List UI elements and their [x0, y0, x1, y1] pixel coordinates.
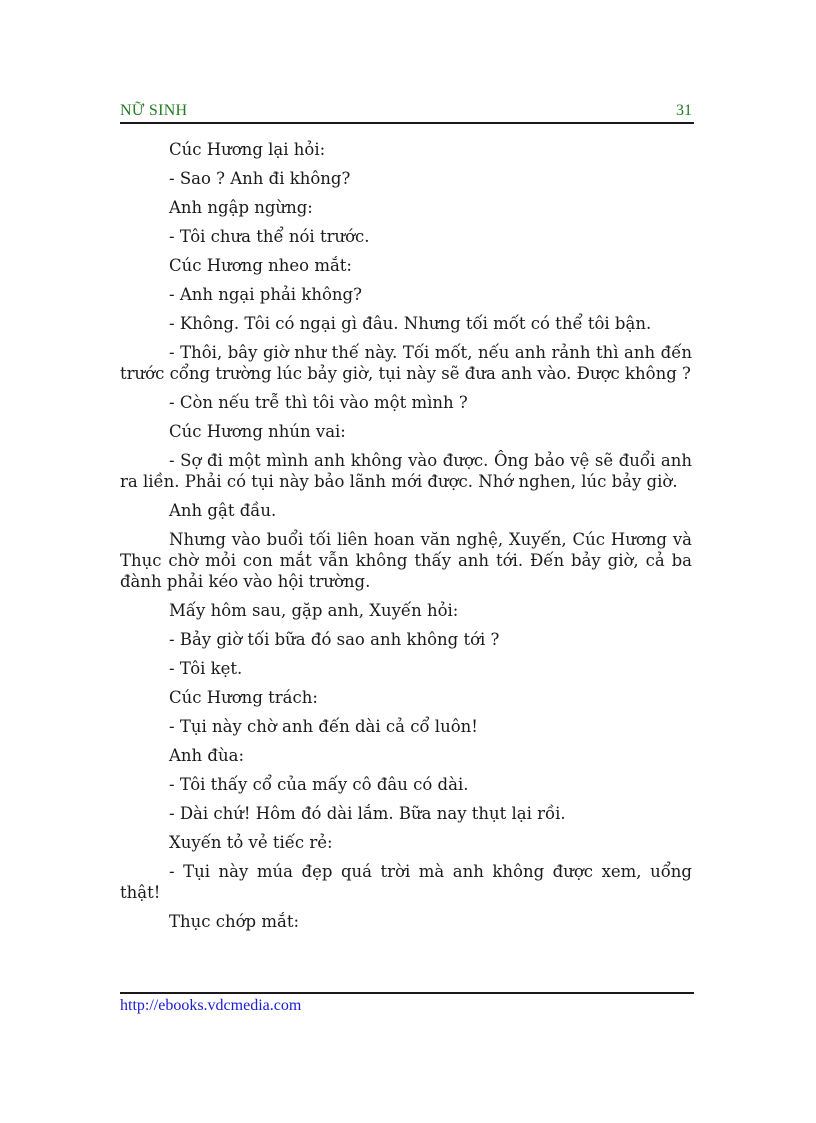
paragraph: Anh gật đầu.	[169, 501, 277, 520]
paragraph: Nhưng vào buổi tối liên hoan văn nghệ, Xuyến, Cúc Hương và Thục chờ mỏi con mắt vẫn không thấy anh tới. Đến bảy giờ, cả ba đành phải kéo vào hội trường.	[120, 530, 692, 591]
paragraph: - Thôi, bây giờ như thế này. Tối mốt, nếu anh rảnh thì anh đến trước cổng trường lúc bảy giờ, tụi này sẽ đưa anh vào. Được không ?	[120, 343, 692, 383]
book-title: NỮ SINH	[120, 102, 188, 119]
paragraph: - Tôi chưa thể nói trước.	[169, 227, 370, 246]
footer-link[interactable]: http://ebooks.vdcmedia.com	[120, 997, 302, 1014]
paragraph: Cúc Hương nheo mắt:	[169, 256, 352, 275]
paragraph: Cúc Hương lại hỏi:	[169, 140, 326, 159]
paragraph: Thục chớp mắt:	[169, 912, 300, 931]
paragraph: - Tôi kẹt.	[169, 659, 243, 678]
paragraph: Cúc Hương nhún vai:	[169, 422, 346, 441]
paragraph: - Không. Tôi có ngại gì đâu. Nhưng tối mốt có thể tôi bận.	[169, 314, 652, 333]
page-body	[120, 139, 692, 940]
footer-divider	[120, 992, 694, 994]
paragraph: - Anh ngại phải không?	[169, 285, 362, 304]
paragraph: Cúc Hương trách:	[169, 688, 318, 707]
page-number: 31	[676, 102, 692, 119]
paragraph: Mấy hôm sau, gặp anh, Xuyến hỏi:	[169, 601, 459, 620]
paragraph: Anh đùa:	[169, 746, 244, 765]
paragraph: - Tôi thấy cổ của mấy cô đâu có dài.	[169, 775, 469, 794]
paragraph: - Dài chứ! Hôm đó dài lắm. Bữa nay thụt lại rồi.	[169, 804, 566, 823]
paragraph: - Sợ đi một mình anh không vào được. Ông bảo vệ sẽ đuổi anh ra liền. Phải có tụi này bảo lãnh mới được. Nhớ nghen, lúc bảy giờ.	[120, 451, 692, 491]
paragraph: - Tụi này chờ anh đến dài cả cổ luôn!	[169, 717, 478, 736]
paragraph: Anh ngập ngừng:	[169, 198, 313, 217]
paragraph: - Còn nếu trễ thì tôi vào một mình ?	[169, 393, 468, 412]
paragraph: - Tụi này múa đẹp quá trời mà anh không được xem, uổng thật!	[120, 862, 692, 902]
paragraph: - Bảy giờ tối bữa đó sao anh không tới ?	[169, 630, 500, 649]
page-header	[120, 102, 694, 124]
paragraph: Xuyến tỏ vẻ tiếc rẻ:	[169, 833, 333, 852]
paragraph: - Sao ? Anh đi không?	[169, 169, 351, 188]
